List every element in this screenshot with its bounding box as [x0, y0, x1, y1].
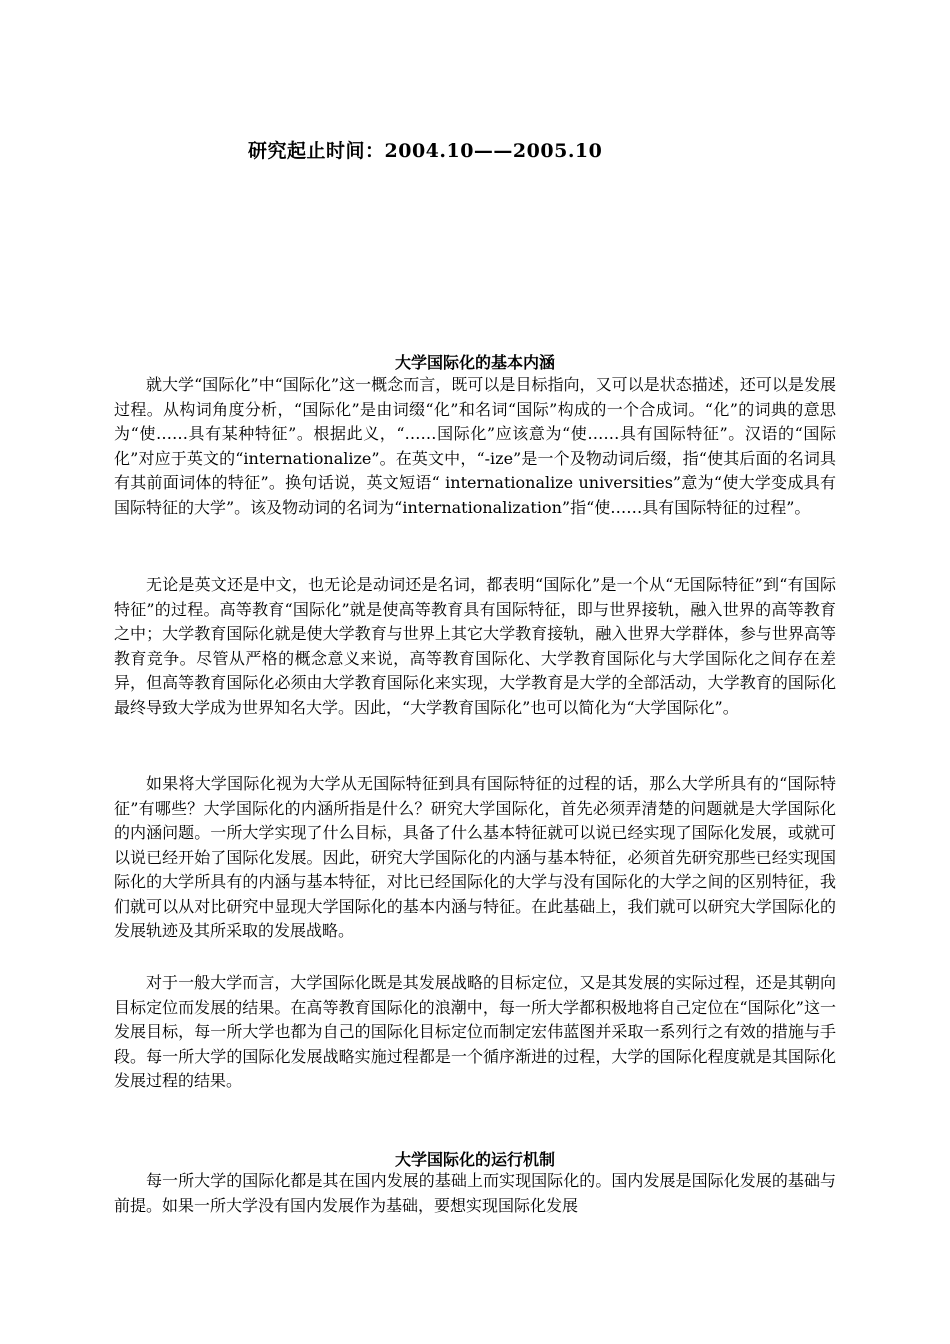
paragraph: 如果将大学国际化视为大学从无国际特征到具有国际特征的过程的话，那么大学所具有的“国际特征”有哪些？大学国际化的内涵所指是什么？研究大学国际化，首先必须弄清楚的问题就是大学国际化的内涵问题。一所大学实现了什么目标，具备了什么基本特征就可以说已经实现了国际化发展，或就可以说已经开始了国际化发展。因此，研究大学国际化的内涵与基本特征，必须首先研究那些已经实现国际化的大学所具有的内涵与基本特征，对比已经国际化的大学与没有国际化的大学之间的区别特征，我们就可以从对比研究中显现大学国际化的基本内涵与特征。在此基础上，我们就可以研究大学国际化的发展轨迹及其所采取的发展战略。 [114, 774, 836, 940]
paragraph: 就大学“国际化”中“国际化”这一概念而言，既可以是目标指向，又可以是状态描述，还可以是发展过程。从构词角度分析，“国际化”是由词缀“化”和名词“国际”构成的一个合成词。“化”的词典的意思为“使……具有某种特征”。根据此义，“……国际化”应该意为“使……具有国际特征”。汉语的“国际化”对应于英文的“internationalize”。在英文中，“-ize”是一个及物动词后缀，指“使其后面的名词具有其前面词体的特征”。换句话说，英文短语“ internationalize universities”意为“使大学变成具有国际特征的大学”。该及物动词的名词为“internationalization”指“使……具有国际特征的过程”。 [114, 375, 836, 517]
paragraph: 每一所大学的国际化都是其在国内发展的基础上而实现国际化的。国内发展是国际化发展的基础与前提。如果一所大学没有国内发展作为基础，要想实现国际化发展 [114, 1171, 836, 1215]
study-period-heading: 研究起止时间：2004.10——2005.10 [248, 140, 603, 162]
paragraph: 无论是英文还是中文，也无论是动词还是名词，都表明“国际化”是一个从“无国际特征”到“有国际特征”的过程。高等教育“国际化”就是使高等教育具有国际特征，即与世界接轨，融入世界的高等教育之中；大学教育国际化就是使大学教育与世界上其它大学教育接轨，融入世界大学群体，参与世界高等教育竞争。尽管从严格的概念意义来说，高等教育国际化、大学教育国际化与大学国际化之间存在差异，但高等教育国际化必须由大学教育国际化来实现，大学教育是大学的全部活动，大学教育的国际化最终导致大学成为世界知名大学。因此，“大学教育国际化”也可以简化为“大学国际化”。 [114, 575, 836, 717]
section-title-basic-connotation: 大学国际化的基本内涵 [394, 353, 555, 372]
section-title-operating-mechanism: 大学国际化的运行机制 [394, 1150, 555, 1169]
paragraph: 对于一般大学而言，大学国际化既是其发展战略的目标定位，又是其发展的实际过程，还是其朝向目标定位而发展的结果。在高等教育国际化的浪潮中，每一所大学都积极地将自己定位在“国际化”这一发展目标，每一所大学也都为自己的国际化目标定位而制定宏伟蓝图并采取一系列行之有效的措施与手段。每一所大学的国际化发展战略实施过程都是一个循序渐进的过程，大学的国际化程度就是其国际化发展过程的结果。 [114, 973, 836, 1090]
